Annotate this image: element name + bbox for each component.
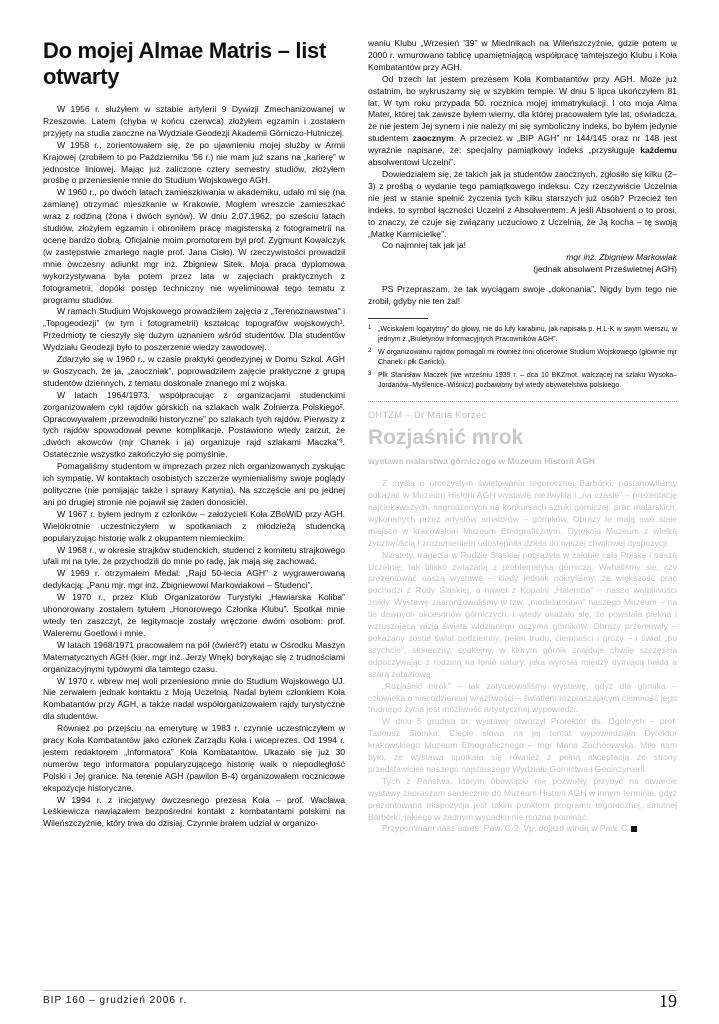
article-paragraph: Zdarzyło się w 1960 r., w czasie praktyki geodezyjnej w Domu Szkol. AGH w Goszycach, że ja, „zaoczniak”, poprowadziłem zajęcie praktyczne z grupą studentów dziennych, z tematu doskonale znanego mi z wojska. [43, 354, 345, 388]
second-article-paragraph: W dniu 5 grudnia br. wystawę otworzył Prorektor ds. Ogólnych – prof. Tadeusz Słomka. Ciepłe słowa na jej temat wypowiedziała Dyrektor krakowskiego Muzeum Etnograficznego – mgr Maria Zachorowska. Miło nam było, że wystawa spotkała się również z pełną akceptacją ze strony przedstawicieli naszego najstarszego Wydziału Górnictwa i Geoinżynierii. [368, 716, 677, 774]
article-paragraph: W 1956 r. służyłem w sztabie artylerii 9 Dywizji Zmechanizowanej w Rzeszowie. Latem (chyba w końcu czerwca) złożyłem egzamin i zostałem przyjęty na studia zaoczne na Wydziale Geodezji Akademii Górniczo-Hutniczej. [43, 104, 345, 138]
second-article-body [368, 478, 677, 835]
article-paragraph: W 1969 r. otrzymałem Medal: „Rajd 50-lecia AGH” z wygrawerowaną dedykacją: „Panu mjr. mgr inż. Zbigniewowi Markowiakowi – Studenci”. [43, 568, 345, 591]
signature-role: (jednak absolwent Prześwietnej AGH) [533, 264, 677, 275]
second-article-paragraph: Tych z Państwa, którym obowiązki nie pozwoliły przybyć na otwarcie wystawy zapraszam serdecznie do Muzeum Historii AGH w innym terminie, gdyż prezentowana ekspozycja jest takim punktem programu tegorocznej, smutnej Barbórki, jakiego w żadnym wypadku nie można pominąć. [368, 775, 677, 822]
article-paragraph: waniu Klubu „Wrzesień '39” w Miednikach na Wileńszczyźnie, gdzie potem w 2000 r. wmurowano tablicę upamiętniającą współpracę tamtejszego Klubu i Koła Kombatantów przy AGH. [368, 38, 677, 72]
second-article-paragraph: Przypominam nasz adres: Paw. C-2, Vp, dojazd windą w Paw. C. [368, 823, 677, 835]
right-column [368, 38, 677, 835]
second-article-kicker: OHTZM – Dr Maria Korzec [368, 410, 487, 421]
signature-name: mgr inż. Zbigniew Markowiak [566, 252, 677, 263]
article-paragraph: W 1958 r., zorientowałem się, że po ujawnieniu mojej służby w Armii Krajowej (zrobiłem to po Październiku '56 r.) nie mam już szans na „karierę” w jednostce liniowej. Mając już zaliczone cztery semestry studiów, złożyłem prośbę o przeniesienie mnie do Studium Wojskowego AGH. [43, 139, 345, 186]
footnote-number: 3 [368, 370, 372, 377]
article-paragraph: Dowiedziałem się, że takich jak ja studentów zaocznych, zgłosiło się kilku (2–3) z prośbą o wydanie tego pamiątkowego indeksu. Czy rzeczywiście Uczelnia nie jest w stanie spełnić życzenia tych kilku starszych już osób? Przecież ten indeks, to symbol łączności Uczelni z Absolwentem. A jeśli Absolwent o to prosi, to znaczy, że czuje się związany uczuciowo z Uczelnią, że Ją kocha – tę swoją „Matkę Karmicielkę”. [368, 168, 677, 239]
article-paragraph: W ramach Studium Wojskowego prowadziłem zajęcia z „Terenoznawstwa” i „Topogeodezji” (w tym i fotogrametrii) kształcąc topografów wojskowych¹. Przedmioty te cieszyły się dużym uznaniem wśród studentów. Dla studentów Wydziału Geodezji było to poszerzenie wiedzy zawodowej. [43, 306, 345, 353]
footnote-divider [368, 318, 428, 319]
footnote-text: W organizowaniu rajdów pomagali mi również inni oficerowie Studium Wojskowego (głównie mjr Chanek i płk Garlicki). [378, 348, 677, 367]
article-paragraph: W 1960 r., po dwóch latach zamieszkiwania w akademiku, udało mi się (na zamianę) otrzymać mieszkanie w Krakowie. Mogłem wreszcie zamieszkać wraz z rodziną (żona i dwóch synów). W dniu 2.07.1962, po sześciu latach studiów, złożyłem egzamin i obroniłem pracę magisterską z fotogrametrii na ocenę bardzo dobrą. Oficjalnie moim promotorem był prof. Zygmunt Kowalczyk (w zastępstwie zmarłego nagle prof. Jana Cisło). W rzeczywistości prowadził mnie ówczesny adiunkt mgr inż. Zbigniew Sitek. Moja praca dyplomowa wykorzystywana była potem przez lata w zajęciach praktycznych z fotogrametrii, dopóki postęp techniczny nie wyeliminował tego tematu z programu studiów. [43, 187, 345, 305]
article-paragraph: Co najmniej tak jak ja! [382, 240, 467, 251]
second-article-title: Rozjaśnić mrok [368, 426, 524, 450]
article-paragraph: W 1970 r., przez Klub Organizatorów Turystyki „Hawiarska Koliba” uhonorowany zostałem tytułem „Honorowego Członka Klubu”. Spotkał mnie wtedy ten zaszczyt, że legitymacje zostały wręczone dwóm osobom: prof. Waleremu Goetlowi i mnie. [43, 592, 345, 638]
article-paragraph: W 1994 r. z inicjatywy ówczesnego prezesa Koła – prof. Wacława Leśkiewicza nawiązałem bezpośredni kontakt z kombatantami polskimi na Wileńszczyźnie, który trwa do dzisiaj. Czynnie brałem udział w organizo- [43, 794, 345, 829]
article-paragraph: W 1968 r., w okresie strajków studenckich, studenci z komitetu strajkowego ufali mi na tyle, że przychodzili do mnie po radę, jak mają się zachować. [43, 544, 345, 567]
footnote-text: „Wciskałem logarytmy” do głowy, nie do lufy karabinu, jak napisała p. H.L-K w swym wierszu, w jednym z „Biuletynów Informacyjnych Pracowników AGH”. [378, 325, 677, 344]
footnote [368, 325, 677, 346]
footer-issue: BIP 160 – grudzień 2006 r. [43, 995, 188, 1006]
article-body-left [43, 104, 345, 830]
footnote [368, 348, 677, 369]
second-article-paragraph: „Rozjaśnić mrok” – tak zatytułowaliśmy wystawę, gdyż dla górnika – człowieka o niecodziennej wrażliwości – światłem rozpraszającym ciemność jego trudnego życia jest możliwość artystycznej wypowiedzi. [368, 680, 677, 715]
postscript: PS Przepraszam, że tak wyciągam swoje „dokonania”. Nigdy bym tego nie zrobił, gdyby nie ten żal! [368, 284, 677, 307]
footnote-text: Płk Stanisław Maczek (we wrześniu 1939 r. – dca 10 BKZmot. walczącej na szlaku Wysoka–Jordanów–Myślenice–Wiśnicz) pozbawiony był wtedy obywatelstwa polskiego. [378, 371, 677, 389]
second-article-subtitle: wystawa malarstwa górniczego w Muzeum Historii AGH [368, 456, 595, 467]
article-paragraph: W latach 1968/1971 pracowałem na pół (ćwierć?) etatu w Ośrodku Maszyn Matematycznych AGH (kier. mgr inż. Jerzy Wnęk) borykając się z trudnościami organizacyjnymi typowymi dla tamtego czasu. [43, 639, 345, 674]
second-article-paragraph: Niestety, tragedia w Rudzie Śląskiej pogrążyła w żałobie całą Polskę i naszą Uczelnię, tak blisko związaną z problematyką górniczą. Wahaliśmy się, czy prezentować naszą wystawę – kiedy jednak odkryliśmy, że większość prac pochodzi z Rudy Śląskiej, a nawet z Kopalni „Halemba” – nasze wątpliwości znikły. Wystawę zaaranżowaliśmy w tzw. „modelatorium” naszego Muzeum – na tle dawnych akcesoriów górniczych. I wtedy okazało się, że powstała piękna i wzruszająca wizja świata widzianego oczyma górników. Obrazy przemówiły – pokazany został świat podziemny, pełen trudu, ciemności i grozy – i świat „po szychcie”, słoneczny, spokojny, w którym górnik znajduje chwilę szczęścia odpoczywając z rodziną na łonie natury, jaka wyrosła między dymiącą hałdą a szarą zabudową. [368, 549, 677, 679]
section-divider [368, 401, 677, 402]
page-number: 19 [659, 991, 677, 1011]
article-title: Do mojej Almae Matris – list otwarty [43, 38, 326, 89]
second-article-paragraph: Z myślą o uroczystym świętowaniu tegorocznej Barbórki, postanowiliśmy pokazać w Muzeum Historii AGH wystawę niezwykłą i „na czasie” – prezentację najciekawszych, nagrodzonych na konkursach sztuki górniczej, prac malarskich, wykonanych przez artystów amatorów – górników. Obrazy te mają swe stałe miejsce w krakowskim Muzeum Etnograficznym. Dyrekcja Muzeum z wielką życzliwością i zrozumieniem udostępniła dzieła do naszej chwilowej dyspozycji. [368, 478, 677, 548]
article-paragraph: Pomagaliśmy studentom w imprezach przez nich organizowanych zyskując ich sympatię. W kontaktach osobistych szczerze wymienialiśmy swoje poglądy polityczne (nie pomijając także i sprawy Katynia). Na szczęście ani po jednej ani po drugiej stronie nie pojawił się żaden donosiciel. [43, 461, 345, 507]
footnote [368, 371, 677, 392]
article-paragraph: Również po przejściu na emeryturę w 1983 r. czynnie uczestniczyłem w pracy Koła Kombatantów jako członek Zarządu Koła i wiceprezes. Od 1994 r. jestem redaktorem „Informatora” Koła Kombatantów. Ukazało się już 30 numerów tego informatora popularyzującego historię walk o niepodległość Polski i Jej granice. Na terenie AGH (pawilon B-4) organizowałem rocznicowe ekspozycje historyczne. [43, 723, 345, 793]
footnote-number: 1 [368, 324, 372, 331]
article-paragraph: W 1970 r. wbrew mej woli przeniesiono mnie do Studium Wojskowego UJ. Nie zerwałem jednak kontaktu z Moją Uczelnią. Nadal byłem członkiem Koła Kombatantów przy AGH, a także nadal współorganizowałem rajdy turystyczne dla studentów. [43, 675, 345, 722]
article-paragraph: W latach 1964/1973, współpracując z organizacjami studenckimi zorganizowałem cykl rajdów górskich na szlakach walk Żołnierza Polskiego². Opracowywałem „przewodniki historyczne” po szlakach tych rajdów. Pierwszy z tych rajdów spowodował pewne komplikacje. Postawiono wtedy zarzut, że „dwóch akowców (mjr Chanek i ja) organizuje rajd szlakami Maczka”³. Ostatecznie wszystko zakończyło się pomyślnie. [43, 389, 345, 460]
article-paragraph: W 1967 r. byłem jednym z członków – założycieli Koła ZBoWiD przy AGH. Wielokrotnie uczestniczyłem w spotkaniach z młodzieżą studencką popularyzując historię walk z okupantem niemieckim. [43, 508, 345, 543]
left-column [43, 38, 345, 830]
end-mark [631, 826, 637, 832]
footnotes [368, 325, 677, 391]
article-paragraph: Od trzech lat jestem prezesem Koła Kombatantów przy AGH. Może już ostatnim, bo wykruszamy się w szybkim tempie. W dniu 5 lipca ukończyłem 81 lat. W tym roku przypada 50. rocznica mojej immatrykulacji. I oto moja Alma Mater, której tak zawsze byłem wierny, dla której pracowałem tyle lat, oświadcza, że nie jestem Jej synem i nie należy mi się symboliczny indeks, bo byłem jedynie studentem zaocznym. A przecież w „BIP AGH” nr 144/145 oraz nr 148 jest wyraźnie napisane, że: specjalny pamiątkowy indeks „przysługuje każdemu absolwentowi Uczelni”. [368, 73, 678, 168]
footnote-number: 2 [368, 347, 372, 354]
footer-rule [43, 990, 677, 991]
